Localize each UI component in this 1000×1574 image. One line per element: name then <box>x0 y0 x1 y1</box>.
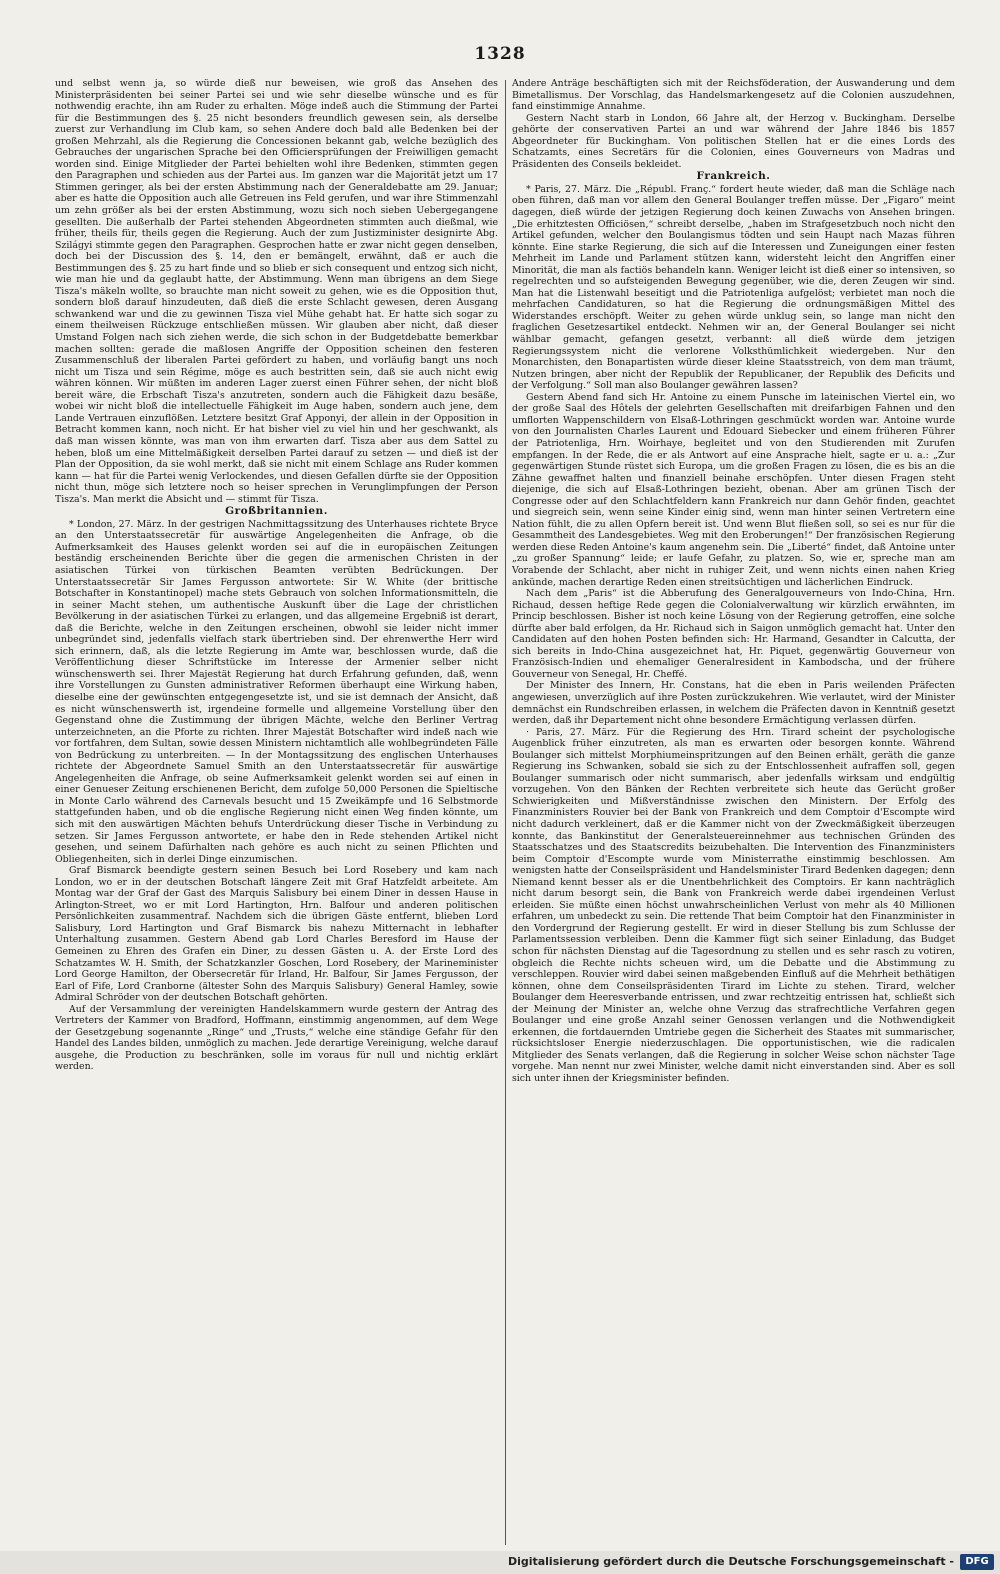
article-paragraph: und selbst wenn ja, so würde dieß nur beweisen, wie groß das Ansehen des Ministerpräsidenten bei seiner Partei sei und wie sehr dieselbe wünsche und es für nothwendig erachte, ihn am Ruder zu erhalten. Möge indeß auch die Stimmung der Partei für die Bestimmungen des §. 25 nicht besonders freundlich gewesen sein, als derselbe zuerst zur Verhandlung im Club kam, so sehen Andere doch bald alle Bedenken bei der großen Mehrzahl, als die Regierung die Concessionen bekannt gab, welche bezüglich des Gebrauches der ungarischen Sprache bei den Officiersprüfungen der Freiwilligen gemacht worden sind. Einige Mitglieder der Partei behielten wohl ihre Bedenken, stimmten gegen den Paragraphen und schieden aus der Partei aus. Im ganzen war die Majorität jetzt um 17 Stimmen geringer, als bei der ersten Abstimmung nach der Generaldebatte am 29. Januar; aber es hatte die Opposition auch alle Getreuen ins Feld gerufen, und war ihre Stimmenzahl um zehn größer als bei der ersten Abstimmung, wozu sich noch sieben Uebergegangene gesellten. Die außerhalb der Partei stehenden Abgeordneten stimmten auch dießmal, wie früher, theils für, theils gegen die Regierung. Auch der zum Justizminister designirte Abg. Szilágyi stimmte gegen den Paragraphen. Gesprochen hatte er zwar nicht gegen denselben, doch bei der Discussion des §. 14, den er bemängelt, erwähnt, daß er auch die Bestimmungen des §. 25 zu hart finde und so blieb er sich consequent und entzog sich nicht, wie man hie und da geglaubt hatte, der Abstimmung. Wenn man übrigens an dem Siege Tisza's mäkeln wollte, so brauchte man nicht soweit zu gehen, wie es die Opposition thut, sondern bloß darauf hinzudeuten, daß dieß die erste Schlacht gewesen, deren Ausgang schwankend war und die zu gewinnen Tisza viel Mühe gehabt hat. Er hatte sich sogar zu einem theilweisen Rückzuge entschließen müssen. Wir glauben aber nicht, daß dieser Umstand Folgen nach sich ziehen werde, die sich schon in der Budgetdebatte bemerkbar machen sollten: gerade die maßlosen Angriffe der Opposition scheinen den festeren Zusammenschluß der liberalen Partei gefördert zu haben, und vorläufig bangt uns noch nicht um Tisza und sein Régime, möge es auch bestritten sein, daß sie auch nicht ewig währen können. Wir müßten im anderen Lager zuerst einen Führer sehen, der nicht bloß bereit wäre, die Erbschaft Tisza's anzutreten, sondern auch die Fähigkeit dazu besäße, wobei wir nicht bloß die intellectuelle Fähigkeit im Auge haben, sondern auch jene, dem Lande Vertrauen einzuflößen. Letztere besitzt Graf Apponyi, der allein in der Opposition in Betracht kommen kann, noch nicht. Er hat bisher viel zu viel hin und her geschwankt, als daß man wissen könnte, was man von ihm erwarten darf. Tisza aber aus dem Sattel zu heben, bloß um eine Mittelmäßigkeit derselben Partei darauf zu setzen — und dieß ist der Plan der Opposition, da sie wohl merkt, daß sie nicht mit einem Schlage ans Ruder kommen kann — hat für die Partei wenig Verlockendes, und diesen Gefallen dürfte sie der Opposition nicht thun, möge sich letztere noch so heiser sprechen in Verunglimpfungen der Person Tisza's. Man merkt die Absicht und — stimmt für Tisza. <box>55 78 498 505</box>
article-paragraph: * London, 27. März. In der gestrigen Nachmittagssitzung des Unterhauses richtete Bryce an den Unterstaatssecretär für auswärtige Angelegenheiten die Anfrage, ob die Aufmerksamkeit des Hauses gelenkt worden sei auf die in europäischen Zeitungen beständig erscheinenden Berichte über die gegen die armenischen Christen in der asiatischen Türkei von türkischen Beamten verübten Bedrückungen. Der Unterstaatssecretär Sir James Fergusson antwortete: Sir W. White (der brittische Botschafter in Konstantinopel) mache stets Gebrauch von solchen Informationsmitteln, die in seiner Macht stehen, um authentische Auskunft über die Lage der christlichen Bevölkerung in der asiatischen Türkei zu erlangen, und das allgemeine Ergebniß ist derart, daß die Berichte, welche in den Zeitungen erscheinen, obwohl sie leider nicht immer unbegründet sind, jedenfalls vielfach stark übertrieben sind. Der ehrenwerthe Herr wird sich erinnern, daß, als die letzte Regierung im Amte war, beschlossen wurde, daß die Veröffentlichung dieser Schriftstücke im Interesse der Armenier selber nicht wünschenswerth sei. Ihrer Majestät Regierung hat durch Erfahrung gefunden, daß, wenn ihre Vorstellungen zu Gunsten administrativer Reformen überhaupt eine Wirkung haben, dieselbe eine der gewünschten entgegengesetzte ist, und sie ist demnach der Ansicht, daß es nicht wünschenswerth ist, irgendeine formelle und allgemeine Vorstellung über den Gegenstand ohne die Zustimmung der übrigen Mächte, welche den Berliner Vertrag unterzeichneten, an die Pforte zu richten. Ihrer Majestät Botschafter wird indeß nach wie vor fortfahren, dem Sultan, sowie dessen Ministern nichtamtlich alle wohlbegründeten Fälle von Bedrückung zu unterbreiten. — In der Montagssitzung des englischen Unterhauses richtete der Abgeordnete Samuel Smith an den Unterstaatssecretär für auswärtige Angelegenheiten die Anfrage, ob seine Aufmerksamkeit gelenkt worden sei auf einen in einer Genueser Zeitung erschienenen Bericht, dem zufolge 50,000 Personen die Spieltische in Monte Carlo während des Carnevals besucht und 15 Zweikämpfe und 16 Selbstmorde stattgefunden haben, und ob die englische Regierung nicht einen Weg finden könnte, um sich mit den auswärtigen Mächten behufs Unterdrückung dieser Tische in Verbindung zu setzen. Sir James Fergusson antwortete, er habe den in Rede stehenden Artikel nicht gesehen, und seinem Dafürhalten nach gehöre es auch nicht zu seinen Pflichten und Obliegenheiten, sich in derlei Dinge einzumischen. <box>55 518 498 865</box>
article-paragraph: ‧ Paris, 27. März. Für die Regierung des Hrn. Tirard scheint der psychologische Augenblick früher einzutreten, als man es erwarten oder besorgen konnte. Während Boulanger sich mittelst Morphiumeinspritzungen auf den Beinen erhält, geräth die ganze Regierung ins Schwanken, sobald sie sich zu der Entschlossenheit aufraffen soll, gegen Boulanger summarisch oder nicht summarisch, aber jedenfalls wirksam und endgültig vorzugehen. Von den Bänken der Rechten verbreitete sich heute das Gerücht großer Schwierigkeiten und Mißverständnisse zwischen den Ministern. Der Erfolg des Finanzministers Rouvier bei der Bank von Frankreich und dem Comptoir d'Escompte wird nicht dadurch verkleinert, daß er die Kammer nicht von der Zweckmäßigkeit überzeugen konnte, das Bankinstitut der Generalsteuereinnehmer aus technischen Gründen des Staatsschatzes und des Staatscredits beizubehalten. Die Intervention des Finanzministers beim Comptoir d'Escompte wurde vom Ministerrathe einstimmig beschlossen. Am wenigsten hatte der Conseilspräsident und Handelsminister Tirard Bedenken dagegen; denn Niemand kennt besser als er die Unentbehrlichkeit des Comptoirs. Er kann nachträglich nicht darum besorgt sein, die Bank von Frankreich werde dabei irgendeinen Verlust erleiden. Sie müßte einen höchst unwahrscheinlichen Verlust von mehr als 40 Millionen erfahren, um unbedeckt zu sein. Die rettende That beim Comptoir hat den Finanzminister in den Vordergrund der Regierung gestellt. Er wird in dieser Stellung bis zum Schlusse der Parlamentssession verbleiben. Denn die Kammer fügt sich seiner Einladung, das Budget schon für nächsten Dienstag auf die Tagesordnung zu stellen und es sehr rasch zu votiren, obgleich die Rechte nichts scheuen wird, um die Debatte und die Abstimmung zu verschleppen. Rouvier wird dabei seinen maßgebenden Einfluß auf die Mehrheit bethätigen können, ohne dem Conseilspräsidenten Tirard im Lichte zu stehen. Tirard, welcher Boulanger dem Heeresverbande entrissen, und zwar rechtzeitig entrissen hat, schließt sich der Meinung der Minister an, welche ohne Verzug das strafrechtliche Verfahren gegen Boulanger und eine große Anzahl seiner Genossen verlangen und die Nothwendigkeit erkennen, die fortdauernden Umtriebe gegen die Sicherheit des Staates mit summarischer, rücksichtsloser Energie niederzuschlagen. Die opportunistischen, wie die radicalen Mitglieder des Senats verlangen, daß die Regierung in solcher Weise schon nächster Tage vorgehe. Man nennt nur zwei Minister, welche damit nicht einverstanden sind. Aber es soll sich unter ihnen der Kriegsminister befinden. <box>512 726 955 1085</box>
article-paragraph: Der Minister des Innern, Hr. Constans, hat die eben in Paris weilenden Präfecten angewiesen, unverzüglich auf ihre Posten zurückzukehren. Wie verlautet, wird der Minister demnächst ein Rundschreiben erlassen, in welchem die Präfecten davon in Kenntniß gesetzt werden, daß ihr Departement nicht ohne besondere Ermächtigung verlassen dürfen. <box>512 680 955 727</box>
article-paragraph: Nach dem „Paris“ ist die Abberufung des Generalgouverneurs von Indo-China, Hrn. Richaud, dessen heftige Rede gegen die Colonialverwaltung wir kürzlich erwähnten, im Princip beschlossen. Bisher ist noch keine Lösung von der Regierung getroffen, eine solche dürfte aber bald erfolgen, da Hr. Richaud sich in Saigon unmöglich gemacht hat. Unter den Candidaten auf den hohen Posten befinden sich: Hr. Harmand, Gesandter in Calcutta, der sich bereits in Indo-China ausgezeichnet hat, Hr. Piquet, gegenwärtig Gouverneur von Französisch-Indien und ehemaliger Generalresident in Kambodscha, und der frühere Gouverneur von Senegal, Hr. Cheffé. <box>512 588 955 680</box>
article-paragraph: Gestern Nacht starb in London, 66 Jahre alt, der Herzog v. Buckingham. Derselbe gehörte der conservativen Partei an und war während der Jahre 1846 bis 1857 Abgeordneter für Buckingham. Von politischen Stellen hat er die eines Lords des Schatzamts, eines Secretärs für die Colonien, eines Gouverneurs von Madras und Präsidenten des Conseils bekleidet. <box>512 112 955 170</box>
article-paragraph: Andere Anträge beschäftigten sich mit der Reichsföderation, der Auswanderung und dem Bimetallismus. Der Vorschlag, das Handelsmarkengesetz auf die Colonien auszudehnen, fand einstimmige Annahme. <box>512 78 955 113</box>
dfg-logo: DFG <box>960 1554 994 1570</box>
column-divider <box>505 80 506 1545</box>
article-paragraph: Graf Bismarck beendigte gestern seinen Besuch bei Lord Rosebery und kam nach London, wo er in der deutschen Botschaft längere Zeit mit Graf Hatzfeldt arbeitete. Am Montag war der Graf der Gast des Marquis Salisbury bei einem Diner in dessen Hause in Arlington-Street, wo er mit Lord Hartington, Hrn. Balfour und anderen politischen Persönlichkeiten zusammentraf. Nachdem sich die übrigen Gäste entfernt, blieben Lord Salisbury, Lord Hartington und Graf Bismarck bis nahezu Mitternacht in lebhafter Unterhaltung zusammen. Gestern Abend gab Lord Charles Beresford im Hause der Gemeinen zu Ehren des Grafen ein Diner, zu dessen Gästen u. A. der Erste Lord des Schatzamtes W. H. Smith, der Schatzkanzler Goschen, Lord Rosebery, der Marineminister Lord George Hamilton, der Obersecretär für Irland, Hr. Balfour, Sir James Fergusson, der Earl of Fife, Lord Cranborne (ältester Sohn des Marquis Salisbury) General Hamley, sowie Admiral Schröder von der deutschen Botschaft gehörten. <box>55 865 498 1004</box>
footer-credit: Digitalisierung gefördert durch die Deutsche Forschungsgemeinschaft - <box>507 1555 954 1568</box>
left-column <box>55 78 498 1548</box>
page-number: 1328 <box>474 44 526 64</box>
article-paragraph: * Paris, 27. März. Die „Républ. Franç.“ fordert heute wieder, daß man die Schläge nach oben führen, daß man vor allem den General Boulanger treffen müsse. Der „Figaro“ meint dagegen, dieß würde der jetzigen Regierung doch keinen Zuwachs von Ansehen bringen. „Die erhitztesten Officiösen,“ schreibt derselbe, „haben im Strafgesetzbuch noch nicht den Artikel gefunden, welcher den Boulangismus tödten und sein Haupt nach Mazas führen könnte. Eine starke Regierung, die sich auf die Interessen und Zuneigungen einer festen Mehrheit im Lande und Parlament stützen kann, widersteht leicht den Angriffen einer Minorität, die man als factiös behandeln kann. Weniger leicht ist dieß einer so intensiven, so regelrechten und so aufsteigenden Bewegung gegenüber, wie die, deren Zeugen wir sind. Man hat die Listenwahl beseitigt und die Patriotenliga aufgelöst; verbietet man noch die mehrfachen Candidaturen, so hat die Regierung die ordnungsmäßigen Mittel des Widerstandes erschöpft. Weiter zu gehen würde unklug sein, so lange man nicht den fraglichen Gesetzesartikel entdeckt. Nehmen wir an, der General Boulanger sei nicht wählbar gemacht, gefangen gesetzt, verbannt: all dieß würde dem jetzigen Regierungssystem nicht die verlorene Volksthümlichkeit wiedergeben. Nur den Monarchisten, den Bonapartisten würde dieser kleine Staatsstreich, von dem man träumt, Nutzen bringen, aber nicht der Republik der Republicaner, der Republik des Deficits und der Verfolgung.“ Soll man also Boulanger gewähren lassen? <box>512 183 955 392</box>
section-heading: Großbritannien. <box>225 505 328 518</box>
right-column <box>512 78 955 1548</box>
article-paragraph: Auf der Versammlung der vereinigten Handelskammern wurde gestern der Antrag des Vertreters der Kammer von Bradford, Hoffmann, einstimmig angenommen, auf dem Wege der Gesetzgebung sogenannte „Ringe“ und „Trusts,“ welche eine ständige Gefahr für den Handel des Landes bilden, unmöglich zu machen. Jede derartige Vereinigung, welche darauf ausgehe, die Production zu beschränken, solle im voraus für null und nichtig erklärt werden. <box>55 1003 498 1073</box>
digitization-footer <box>0 1551 1000 1574</box>
section-heading: Frankreich. <box>696 170 771 183</box>
article-paragraph: Gestern Abend fand sich Hr. Antoine zu einem Punsche im lateinischen Viertel ein, wo der große Saal des Hôtels der gelehrten Gesellschaften mit dreifarbigen Fahnen und den umflorten Wappenschildern von Elsaß-Lothringen geschmückt worden war. Antoine wurde von den Journalisten Charles Laurent und Edouard Siebecker und einem früheren Führer der Patriotenliga, Hrn. Woirhaye, begleitet und von den Studierenden mit Zurufen empfangen. In der Rede, die er als Antwort auf eine Ansprache hielt, sagte er u. a.: „Zur gegenwärtigen Stunde rüstet sich Europa, um die großen Fragen zu lösen, die es bis an die Zähne gewaffnet halten und finanziell beinahe erschöpfen. Unter diesen Fragen steht diejenige, die sich auf Elsaß-Lothringen bezieht, obenan. Aber am grünen Tisch der Congresse oder auf den Schlachtfeldern kann Frankreich nur dann Gehör finden, geachtet und siegreich sein, wenn seine Kinder einig sind, wenn man hinter seinen Vertretern eine Nation fühlt, die zu allen Opfern bereit ist. Und wenn Blut fließen soll, so sei es nur für die Gesammtheit des Landesgebietes. Weg mit den Eroberungen!“ Der französischen Regierung werden diese Reden Antoine's kaum angenehm sein. Die „Liberté“ findet, daß Antoine unter „zu großer Spannung“ leide; er laufe Gefahr, zu platzen. So, wie er, spreche man am Vorabende der Schlacht, aber nicht in ruhiger Zeit, und wenn nichts einen nahen Krieg ankünde, machen derartige Reden einen streitsüchtigen und lächerlichen Eindruck. <box>512 391 955 588</box>
